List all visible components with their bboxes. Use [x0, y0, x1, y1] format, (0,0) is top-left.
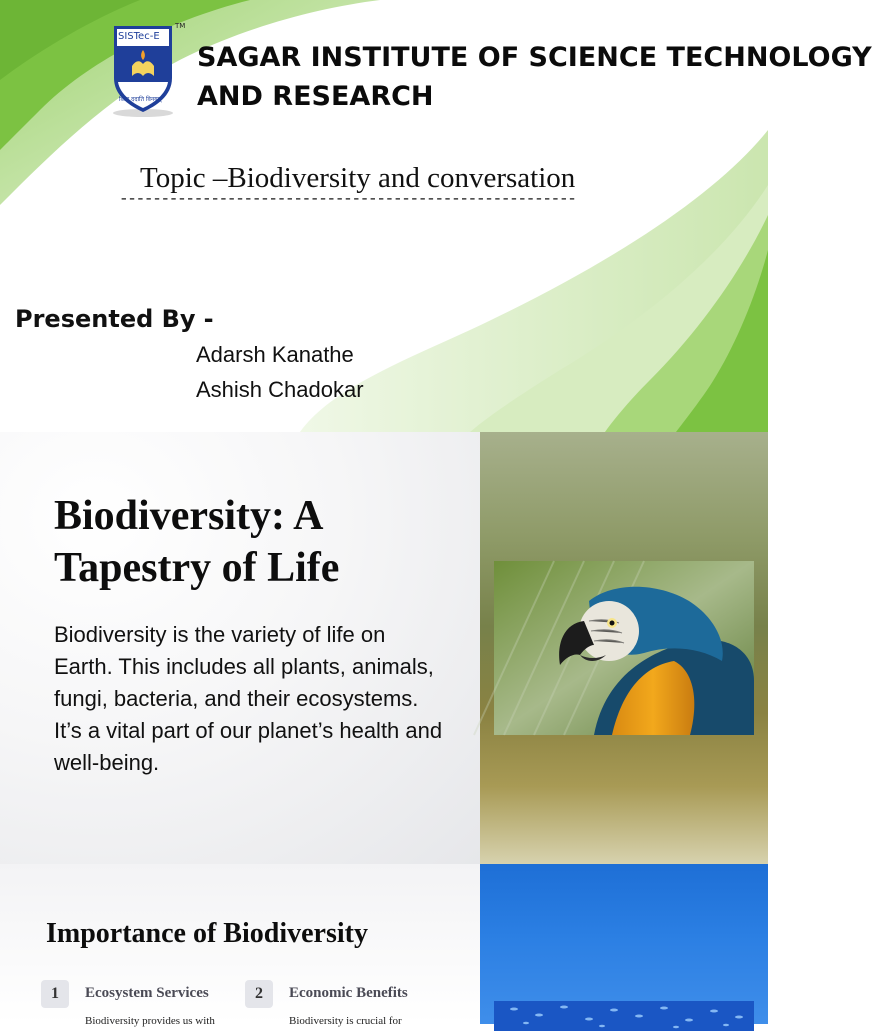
institute-title-line2: AND RESEARCH [197, 81, 434, 112]
slide-body-text: Biodiversity is the variety of life on Earth. This includes all plants, animals, fungi, bacteria, and their ecosystems. It’s a vital part of our planet’s health and well-being. [54, 622, 443, 775]
logo-motto: विद्या ददाति विनयम् [119, 96, 162, 103]
item-heading: Economic Benefits [289, 985, 408, 1001]
fish-school-photo [494, 1001, 754, 1031]
biodiversity-slide [0, 432, 768, 864]
presented-by-label [15, 305, 214, 333]
presented-by-text: Presented By [15, 305, 196, 333]
slide-title: Importance of Biodiversity [46, 918, 368, 949]
topic-heading: Topic –Biodiversity and conversation [140, 162, 576, 194]
item-body-text: Biodiversity provides us with [85, 1015, 215, 1027]
parrot-photo [494, 561, 754, 735]
item-number-badge: 2 [245, 980, 273, 1008]
presented-by-dash: - [203, 305, 214, 333]
item-body-text: Biodiversity is crucial for [289, 1015, 402, 1027]
slide-image-panel [480, 864, 768, 1024]
dashed-underline: ------------------------------------------------------- [119, 190, 576, 208]
slide-title: Biodiversity: A Tapestry of Life [54, 493, 340, 591]
logo-text: SISTec-E [118, 31, 160, 42]
trademark-mark: TM [175, 22, 186, 30]
institute-title [197, 38, 872, 116]
item-heading: Ecosystem Services [85, 985, 209, 1001]
presenter-name: Ashish Chadokar [196, 377, 364, 402]
title-slide [0, 0, 872, 432]
institute-title-line1: SAGAR INSTITUTE OF SCIENCE TECHNOLOGY [197, 42, 872, 73]
item-number-badge: 1 [41, 980, 69, 1008]
importance-slide [0, 864, 768, 1027]
presenter-name: Adarsh Kanathe [196, 342, 354, 367]
